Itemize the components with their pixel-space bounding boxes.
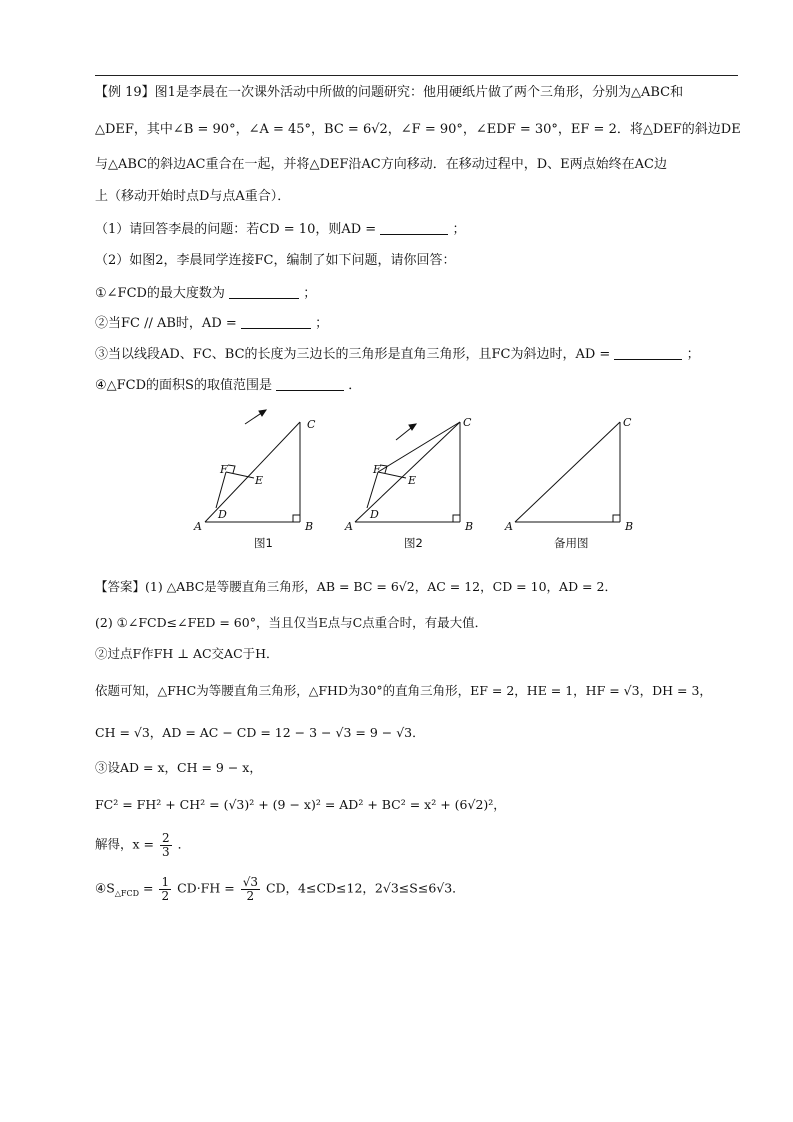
spare-figure (515, 422, 620, 522)
answer-blank-2-3[interactable] (614, 347, 682, 360)
fraction-denominator: 3 (161, 844, 170, 859)
fraction-numerator: 1 (161, 875, 170, 889)
answer-blank-2-2[interactable] (241, 316, 311, 329)
fig1-label-b: B (305, 520, 314, 533)
fig2-label-d: D (370, 508, 379, 521)
question-2-3-text: ③当以线段AD、FC、BC的长度为三边长的三角形是直角三角形，且FC为斜边时，AD = (95, 347, 611, 362)
question-2-2-text: ②当FC // AB时，AD = (95, 316, 237, 331)
fraction-numerator: 2 (161, 831, 170, 845)
fraction-denominator: 2 (161, 888, 170, 903)
area-middle: CD·FH = (177, 880, 235, 896)
fraction-two-thirds (160, 832, 172, 858)
question-2: （2）如图2，李晨同学连接FC，编制了如下问题，请你回答： (95, 253, 456, 268)
fraction-one-half (159, 876, 171, 902)
answer-line-8 (95, 832, 190, 858)
problem-intro-line-1: 【例 19】图1是李晨在一次课外活动中所做的问题研究：他用硬纸片做了两个三角形，分别为△ABC和 (95, 85, 684, 100)
question-2-2-end: ； (315, 316, 329, 331)
answer-solve-prefix: 解得，x = (95, 836, 154, 852)
area-equals: = (143, 880, 154, 896)
answer-line-9 (95, 876, 465, 902)
fraction-denominator: 2 (246, 888, 255, 903)
answer-line-2: (2) ①∠FCD≤∠FED = 60°，当且仅当E点与C点重合时，有最大值． (95, 615, 488, 630)
question-2-1 (95, 286, 316, 300)
answer-line-1: 【答案】(1) △ABC是等腰直角三角形，AB = BC = 6√2，AC = 12，CD = 10，AD = 2． (95, 579, 617, 594)
answer-line-5: CH = √3，AD = AC − CD = 12 − 3 − √3 = 9 − √3． (95, 725, 425, 740)
spare-label-b: B (625, 520, 634, 533)
answer-blank-2-4[interactable] (276, 378, 344, 391)
fig1-label-f: F (220, 463, 228, 476)
area-symbol: ④S (95, 880, 115, 896)
geometry-figures (180, 402, 640, 552)
question-2-3-end: ； (686, 347, 700, 362)
fig2-label-b: B (465, 520, 474, 533)
fig2-label-a: A (345, 520, 353, 533)
area-suffix: CD，4≤CD≤12，2√3≤S≤6√3． (265, 880, 465, 896)
fig2-label-c: C (463, 416, 472, 429)
question-2-1-text: ①∠FCD的最大度数为 (95, 286, 225, 301)
fig1-label-c: C (307, 418, 316, 431)
caption-figure-1: 图1 (254, 536, 273, 550)
spare-label-a: A (505, 520, 513, 533)
caption-figure-2: 图2 (404, 536, 423, 550)
figure-2 (355, 422, 460, 522)
caption-spare-figure: 备用图 (554, 536, 589, 550)
fig1-label-e: E (255, 474, 264, 487)
top-rule (95, 75, 738, 76)
answer-solve-suffix: ． (177, 836, 191, 852)
fig2-label-f: F (373, 463, 381, 476)
area-subscript: △FCD (114, 889, 140, 899)
question-1-end: ； (452, 222, 466, 237)
answer-blank-2-1[interactable] (229, 286, 299, 299)
answer-line-4: 依题可知，△FHC为等腰直角三角形，△FHD为30°的直角三角形，EF = 2，HE = 1，HF = √3，DH = 3， (95, 683, 712, 698)
fig1-label-a: A (194, 520, 202, 533)
question-2-4-text: ④△FCD的面积S的取值范围是 (95, 378, 272, 393)
question-2-1-end: ； (303, 286, 317, 301)
answer-blank-1[interactable] (380, 222, 448, 235)
spare-label-c: C (623, 416, 632, 429)
problem-intro-line-3: 与△ABC的斜边AC重合在一起，并将△DEF沿AC方向移动．在移动过程中，D、E两点始终在AC边 (95, 157, 667, 172)
question-2-2 (95, 316, 328, 330)
question-1 (95, 222, 465, 236)
problem-intro-line-2: △DEF，其中∠B = 90°，∠A = 45°，BC = 6√2，∠F = 90°，∠EDF = 30°，EF = 2．将△DEF的斜边DE (95, 122, 741, 137)
answer-line-7: FC² = FH² + CH² = (√3)² + (9 − x)² = AD² + BC² = x² + (6√2)²， (95, 797, 506, 812)
question-2-4 (95, 378, 361, 392)
question-1-text: （1）请回答李晨的问题：若CD = 10，则AD = (95, 222, 377, 237)
question-2-3 (95, 347, 700, 361)
fraction-numerator: √3 (242, 875, 258, 889)
answer-line-6: ③设AD = x，CH = 9 − x， (95, 760, 262, 775)
fraction-sqrt3-half (241, 876, 260, 902)
question-2-4-end: ． (348, 378, 362, 393)
fig1-label-d: D (218, 508, 227, 521)
figures-area (180, 402, 640, 552)
fig2-label-e: E (408, 474, 417, 487)
problem-intro-line-4: 上（移动开始时点D与点A重合）． (95, 189, 291, 204)
answer-line-3: ②过点F作FH ⊥ AC交AC于H． (95, 646, 279, 661)
